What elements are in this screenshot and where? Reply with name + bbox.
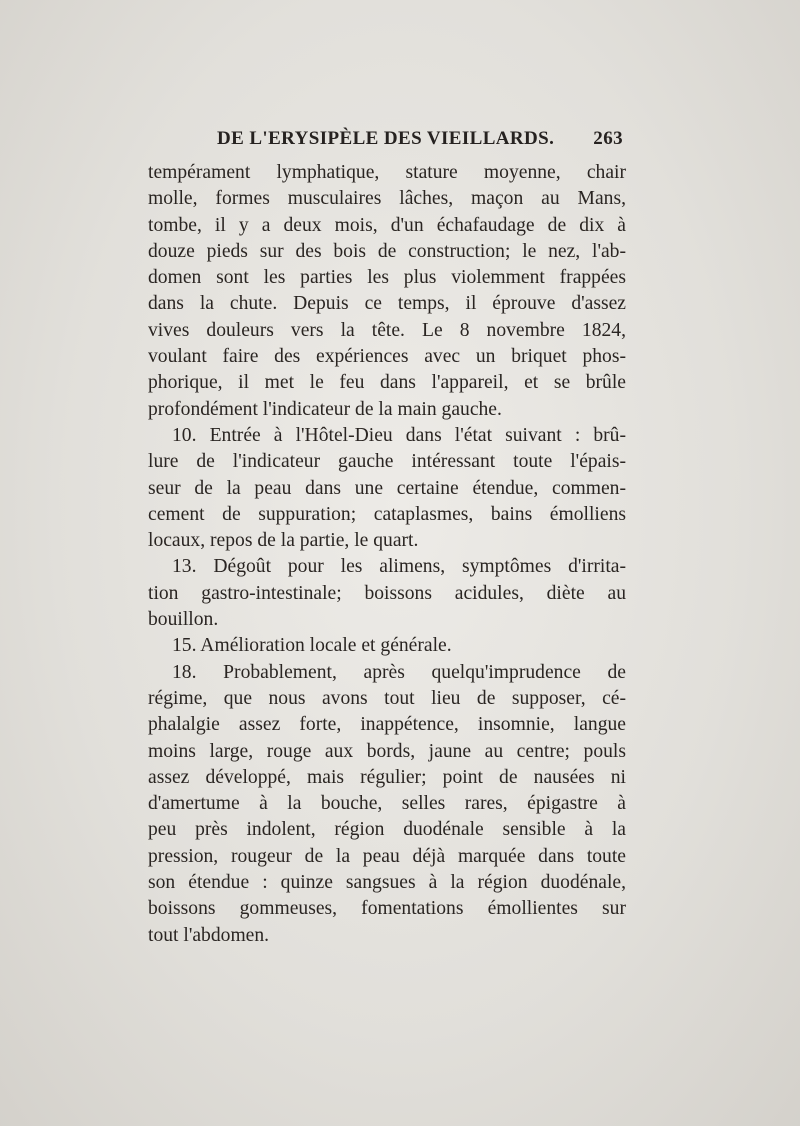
- text-line: assez développé, mais régulier; point de nausées ni: [148, 766, 626, 788]
- text-line: régime, que nous avons tout lieu de supposer, cé-: [148, 687, 626, 709]
- text-line: molle, formes musculaires lâches, maçon au Mans,: [148, 188, 626, 210]
- text-line: 10. Entrée à l'Hôtel-Dieu dans l'état suivant : brû-: [172, 424, 626, 446]
- text-line: boissons gommeuses, fomentations émollientes sur: [148, 898, 626, 920]
- text-line: phalalgie assez forte, inappétence, insomnie, langue: [148, 714, 626, 736]
- running-header: [217, 128, 627, 158]
- text-line: pression, rougeur de la peau déjà marquée dans toute: [148, 845, 626, 867]
- text-line: locaux, repos de la partie, le quart.: [148, 530, 419, 552]
- text-line: voulant faire des expériences avec un briquet phos-: [148, 346, 626, 368]
- text-line: phorique, il met le feu dans l'appareil, et se brûle: [148, 372, 626, 394]
- text-line: bouillon.: [148, 609, 219, 631]
- text-line: dans la chute. Depuis ce temps, il éprouve d'assez: [148, 293, 626, 315]
- text-line: son étendue : quinze sangsues à la région duodénale,: [148, 872, 626, 894]
- text-line: profondément l'indicateur de la main gauche.: [148, 398, 502, 420]
- page-number: 263: [593, 128, 623, 149]
- running-title: DE L'ERYSIPÈLE DES VIEILLARDS.: [217, 128, 555, 149]
- text-line: tombe, il y a deux mois, d'un échafaudage de dix à: [148, 214, 626, 236]
- text-line: 15. Amélioration locale et générale.: [172, 635, 452, 657]
- text-line: d'amertume à la bouche, selles rares, épigastre à: [148, 793, 626, 815]
- text-line: 18. Probablement, après quelqu'imprudence de: [172, 661, 626, 683]
- text-line: moins large, rouge aux bords, jaune au centre; pouls: [148, 740, 626, 762]
- text-line: vives douleurs vers la tête. Le 8 novembre 1824,: [148, 319, 626, 341]
- text-line: domen sont les parties les plus violemment frappées: [148, 267, 626, 289]
- text-line: douze pieds sur des bois de construction; le nez, l'ab-: [148, 240, 626, 262]
- text-line: lure de l'indicateur gauche intéressant toute l'épais-: [148, 451, 626, 473]
- text-line: cement de suppuration; cataplasmes, bains émolliens: [148, 503, 626, 525]
- text-line: tion gastro-intestinale; boissons acidules, diète au: [148, 582, 626, 604]
- text-line: tempérament lymphatique, stature moyenne, chair: [148, 162, 626, 183]
- text-line: tout l'abdomen.: [148, 924, 270, 946]
- body-text: [148, 160, 626, 949]
- text-line: seur de la peau dans une certaine étendue, commen-: [148, 477, 626, 499]
- text-line: peu près indolent, région duodénale sensible à la: [148, 819, 626, 841]
- text-line: 13. Dégoût pour les alimens, symptômes d'irrita-: [172, 556, 626, 578]
